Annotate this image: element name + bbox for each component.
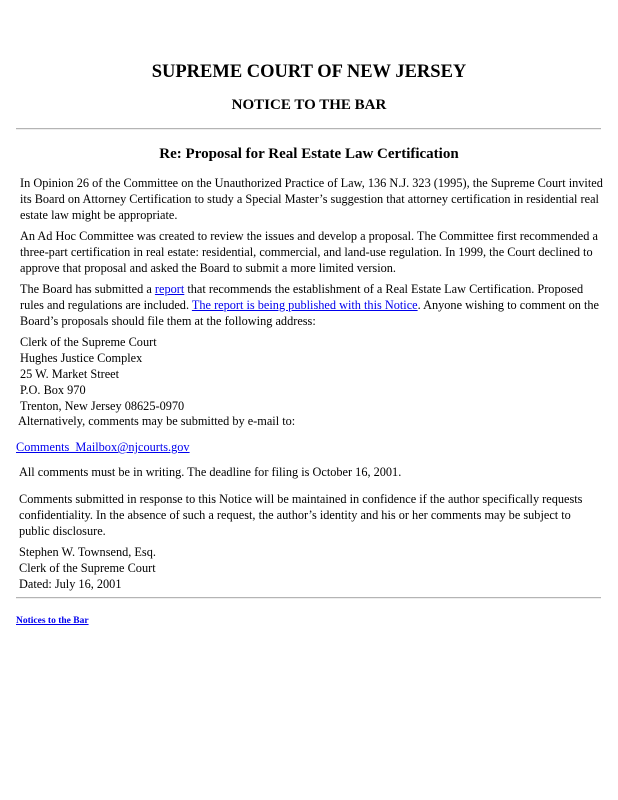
mailing-address [20,334,184,414]
address-line: Hughes Justice Complex [20,351,143,365]
paragraph-email-intro: Alternatively, comments may be submitted by e-mail to: [18,414,296,428]
notice-heading: Re: Proposal for Real Estate Law Certification [159,146,459,162]
notices-to-the-bar-link[interactable]: Notices to the Bar [16,616,89,626]
signature-date: Dated: July 16, 2001 [19,577,122,591]
published-report-link[interactable]: The report is being published with this Notice [191,298,418,312]
signature-role: Clerk of the Supreme Court [19,561,156,575]
paragraph-board-text-2: that recommends the establishment of a Real Estate Law Certification. Proposed rules and regulations are included. [20,282,584,312]
signature-name: Stephen W. Townsend, Esq. [19,545,156,559]
report-link[interactable]: report [154,282,185,296]
address-line: 25 W. Market Street [20,367,120,381]
paragraph-board-report [20,281,605,329]
email-link[interactable]: Comments_Mailbox@njcourts.gov [16,440,190,454]
address-line: Clerk of the Supreme Court [20,335,157,349]
top-divider [16,128,601,130]
bottom-divider [16,597,601,599]
paragraph-committee: An Ad Hoc Committee was created to review the issues and develop a proposal. The Committee first recommended a three-part certification in real estate: residential, commercial, and land-use regulation. In 1999, the Court declined to approve that proposal and asked the Board to submit a more limited version. [20,229,598,275]
paragraph-board-text-3: . Anyone wishing to comment on the Board’s proposals should file them at the following address: [20,298,599,328]
paragraph-confidentiality: Comments submitted in response to this Notice will be maintained in confidence if the author specifically requests confidentiality. In the absence of such a request, the author’s identity and his or her comments may be subject to public disclosure. [19,492,583,538]
address-line: P.O. Box 970 [20,383,86,397]
signature-block [19,544,156,592]
paragraph-deadline: All comments must be in writing. The deadline for filing is October 16, 2001. [19,465,402,479]
paragraph-opinion: In Opinion 26 of the Committee on the Unauthorized Practice of Law, 136 N.J. 323 (1995), the Supreme Court invited its Board on Attorney Certification to study a Special Master’s suggestion that attorney certification in residential real estate law might be appropriate. [20,176,603,222]
page-title: SUPREME COURT OF NEW JERSEY [151,62,467,82]
address-line: Trenton, New Jersey 08625-0970 [20,399,185,413]
paragraph-board-text-1: The Board has submitted a [20,282,155,296]
page-subtitle: NOTICE TO THE BAR [231,97,387,113]
